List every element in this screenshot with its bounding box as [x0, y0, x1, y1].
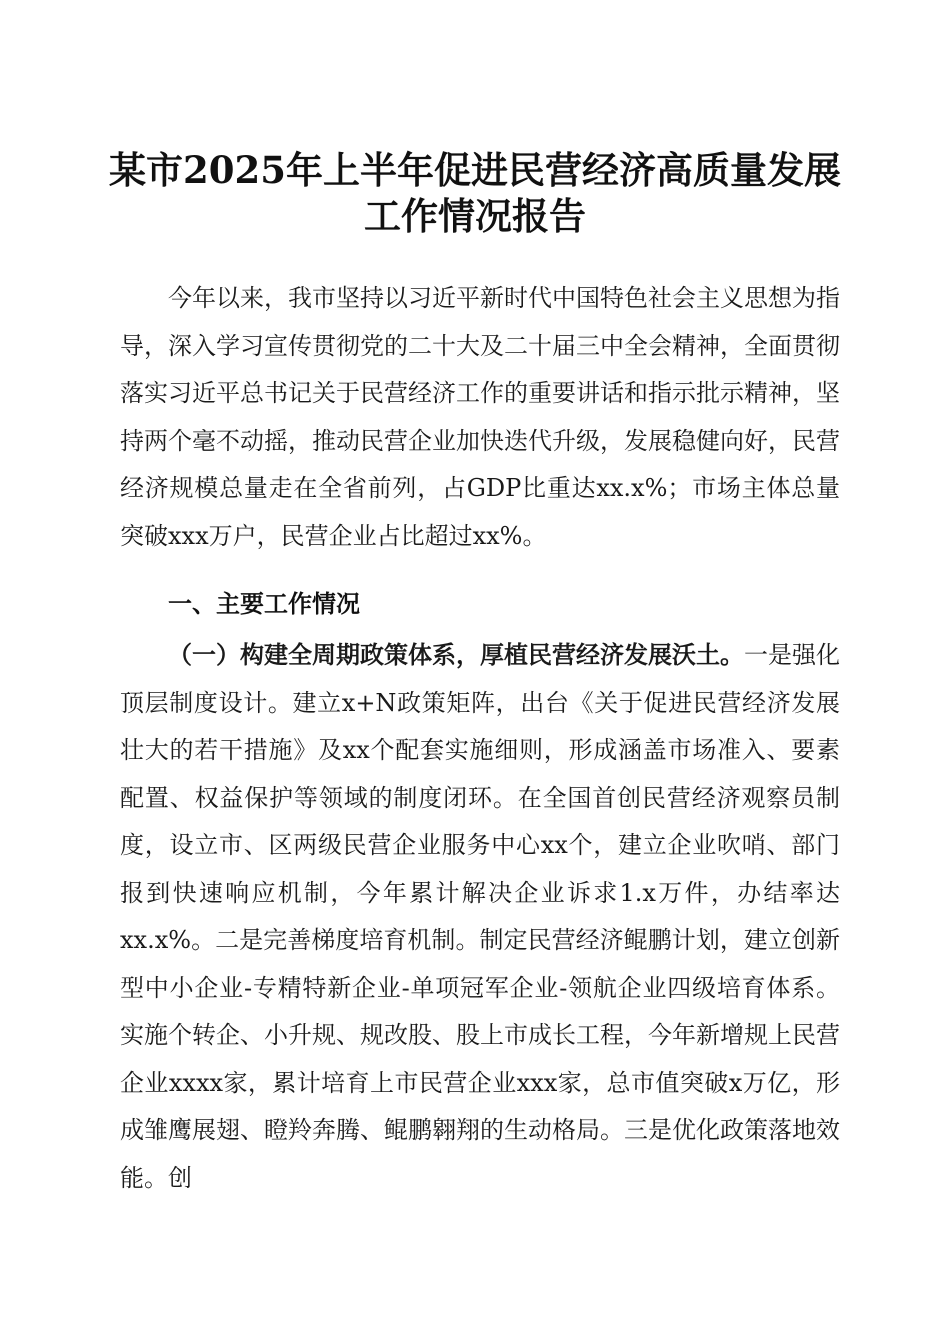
section-heading-main-work: 一、主要工作情况 — [168, 590, 360, 618]
intro-paragraph: 今年以来，我市坚持以习近平新时代中国特色社会主义思想为指导，深入学习宣传贯彻党的二十大及二十届三中全会精神，全面贯彻落实习近平总书记关于民营经济工作的重要讲话和指示批示精神，坚持两个毫不动摇，推动民营企业加快迭代升级，发展稳健向好，民营经济规模总量走在全省前列，占GDP比重达xx.x%；市场主体总量突破xxx万户，民营企业占比超过xx%。 — [120, 284, 840, 550]
document-title-line-1: 某市2025年上半年促进民营经济高质量发展 — [109, 148, 841, 192]
subsection-1-heading: （一）构建全周期政策体系，厚植民营经济发展沃土。 — [168, 641, 744, 669]
subsection-1-text: 一是强化顶层制度设计。建立x+N政策矩阵，出台《关于促进民营经济发展壮大的若干措施》及xx个配套实施细则，形成涵盖市场准入、要素配置、权益保护等领域的制度闭环。在全国首创民营经济观察员制度，设立市、区两级民营企业服务中心xx个，建立企业吹哨、部门报到快速响应机制，今年累计解决企业诉求1.x万件，办结率达xx.x%。二是完善梯度培育机制。制定民营经济鲲鹏计划，建立创新型中小企业-专精特新企业-单项冠军企业-领航企业四级培育体系。实施个转企、小升规、规改股、股上市成长工程，今年新增规上民营企业xxxx家，累计培育上市民营企业xxx家，总市值突破x万亿，形成雏鹰展翅、瞪羚奔腾、鲲鹏翱翔的生动格局。三是优化政策落地效能。创 — [120, 641, 840, 1192]
document-title-line-2: 工作情况报告 — [364, 194, 586, 238]
subsection-1-paragraph — [120, 632, 840, 1202]
